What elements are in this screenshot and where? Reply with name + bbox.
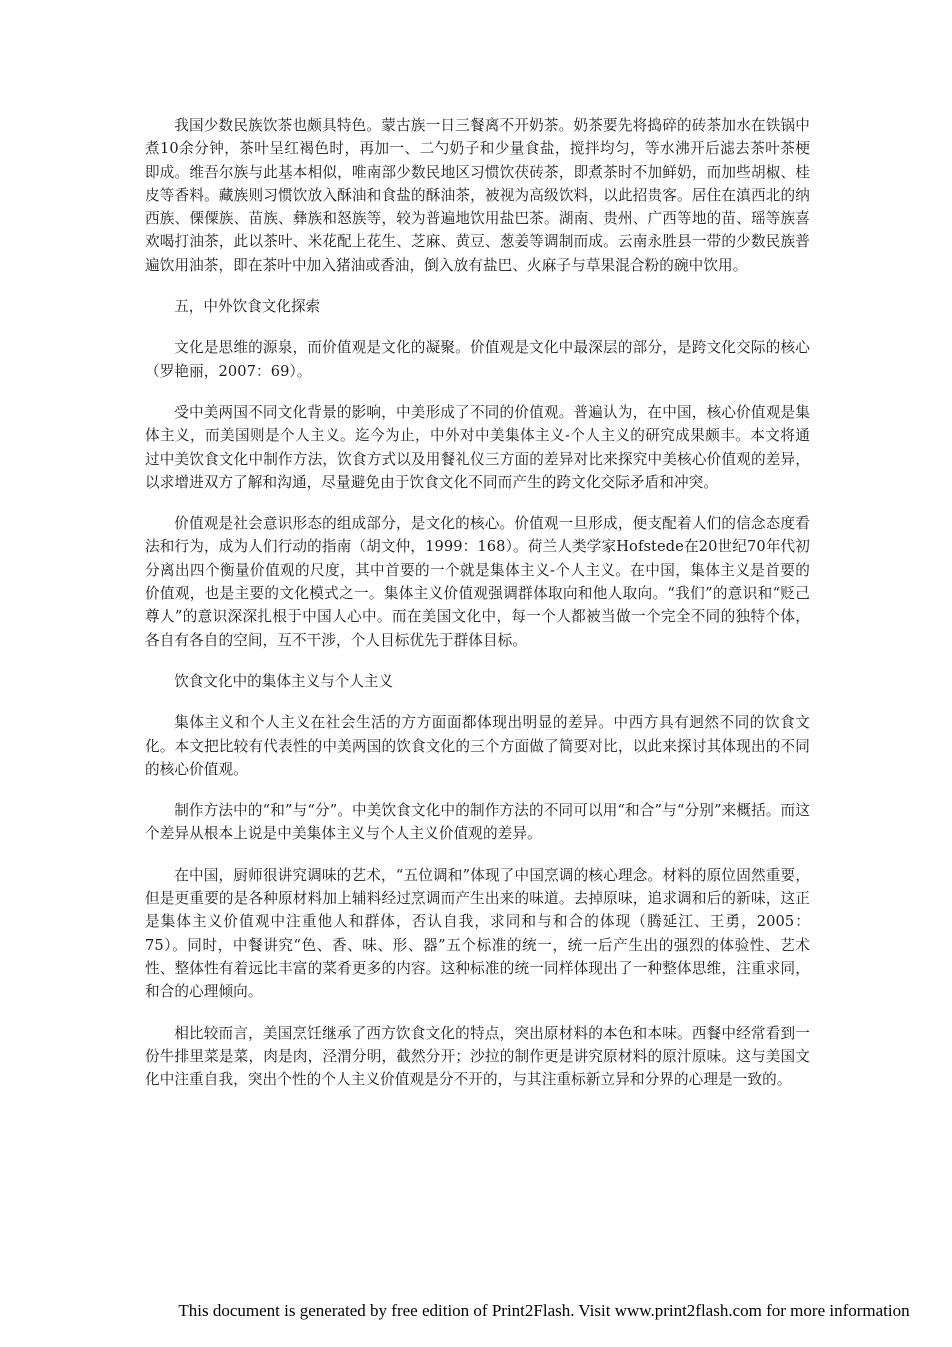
watermark-footer: This document is generated by free edition of Print2Flash. Visit www.print2flash.com for more information (178, 1301, 910, 1320)
paragraph-american-cooking: 相比较而言，美国烹饪继承了西方饮食文化的特点，突出原材料的本色和本味。西餐中经常看到一份牛排里菜是菜，肉是肉，泾渭分明，截然分开；沙拉的制作更是讲究原材料的原汁原味。这与美国文化中注重自我，突出个性的个人主义价值观是分不开的，与其注重标新立异和分界的心理是一致的。 (145, 1024, 810, 1089)
subheading-collectivism-individualism: 饮食文化中的集体主义与个人主义 (174, 672, 394, 690)
paragraph-chinese-cooking: 在中国，厨师很讲究调味的艺术，“五位调和”体现了中国烹调的核心理念。材料的原位固然重要，但是更重要的是各种原材料加上辅料经过烹调而产生出来的味道。去掉原味，追求调和后的新味，这正是集体主义价值观中注重他人和群体，否认自我，求同和与和合的体现（腾延江、王勇，2005：75）。同时，中餐讲究“色、香、味、形、器”五个标准的统一，统一后产生出的强烈的体验性、艺术性、整体性有着远比丰富的菜肴更多的内容。这种标准的统一同样体现出了一种整体思维，注重求同，和合的心理倾向。 (145, 866, 810, 1001)
document-body (145, 114, 810, 1109)
paragraph-culture-values: 文化是思维的源泉，而价值观是文化的凝聚。价值观是文化中最深层的部分，是跨文化交际的核心（罗艳丽，2007：69）。 (145, 339, 810, 380)
paragraph-he-and-fen: 制作方法中的“和”与“分”。中美饮食文化中的制作方法的不同可以用“和合”与“分别”来概括。而这个差异从根本上说是中美集体主义与个人主义价值观的差异。 (145, 802, 810, 843)
paragraph-collectivism: 价值观是社会意识形态的组成部分，是文化的核心。价值观一旦形成，便支配着人们的信念态度看法和行为，成为人们行动的指南（胡文仲，1999：168）。荷兰人类学家Hofstede在20世纪70年代初分离出四个衡量价值观的尺度，其中首要的一个就是集体主义-个人主义。在中国，集体主义是首要的价值观，也是主要的文化模式之一。集体主义价值观强调群体取向和他人取向。“我们”的意识和“贬己尊人”的意识深深扎根于中国人心中。而在美国文化中，每一个人都被当做一个完全不同的独特个体，各自有各自的空间，互不干涉，个人目标优先于群体目标。 (145, 515, 810, 649)
paragraph-sino-us-values: 受中美两国不同文化背景的影响，中美形成了不同的价值观。普遍认为，在中国，核心价值观是集体主义，而美国则是个人主义。迄今为止，中外对中美集体主义-个人主义的研究成果颇丰。本文将通过中美饮食文化中制作方法，饮食方式以及用餐礼仪三方面的差异对比来探究中美核心价值观的差异，以求增进双方了解和沟通，尽量避免由于饮食文化不同而产生的跨文化交际矛盾和冲突。 (145, 403, 810, 491)
paragraph-ethnic-tea: 我国少数民族饮茶也颇具特色。蒙古族一日三餐离不开奶茶。奶茶要先将捣碎的砖茶加水在铁锅中煮10余分钟，茶叶呈红褐色时，再加一、二勺奶子和少量食盐，搅拌均匀，等水沸开后滤去茶叶茶梗即成。维吾尔族与此基本相似，唯南部少数民地区习惯饮茯砖茶，即煮茶时不加鲜奶，而加些胡椒、桂皮等香料。藏族则习惯饮放入酥油和食盐的酥油茶，被视为高级饮料，以此招贵客。居住在滇西北的纳西族、傈僳族、苗族、彝族和怒族等，较为普遍地饮用盐巴茶。湖南、贵州、广西等地的苗、瑶等族喜欢喝打油茶，此以茶叶、米花配上花生、芝麻、黄豆、葱姜等调制而成。云南永胜县一带的少数民族普遍饮用油茶，即在茶叶中加入猪油或香油，倒入放有盐巴、火麻子与草果混合粉的碗中饮用。 (145, 117, 810, 274)
section-heading-food-culture: 五，中外饮食文化探索 (174, 298, 321, 316)
paragraph-differences: 集体主义和个人主义在社会生活的方方面面都体现出明显的差异。中西方具有迥然不同的饮食文化。本文把比较有代表性的中美两国的饮食文化的三个方面做了简要对比，以此来探讨其体现出的不同的核心价值观。 (145, 714, 810, 778)
